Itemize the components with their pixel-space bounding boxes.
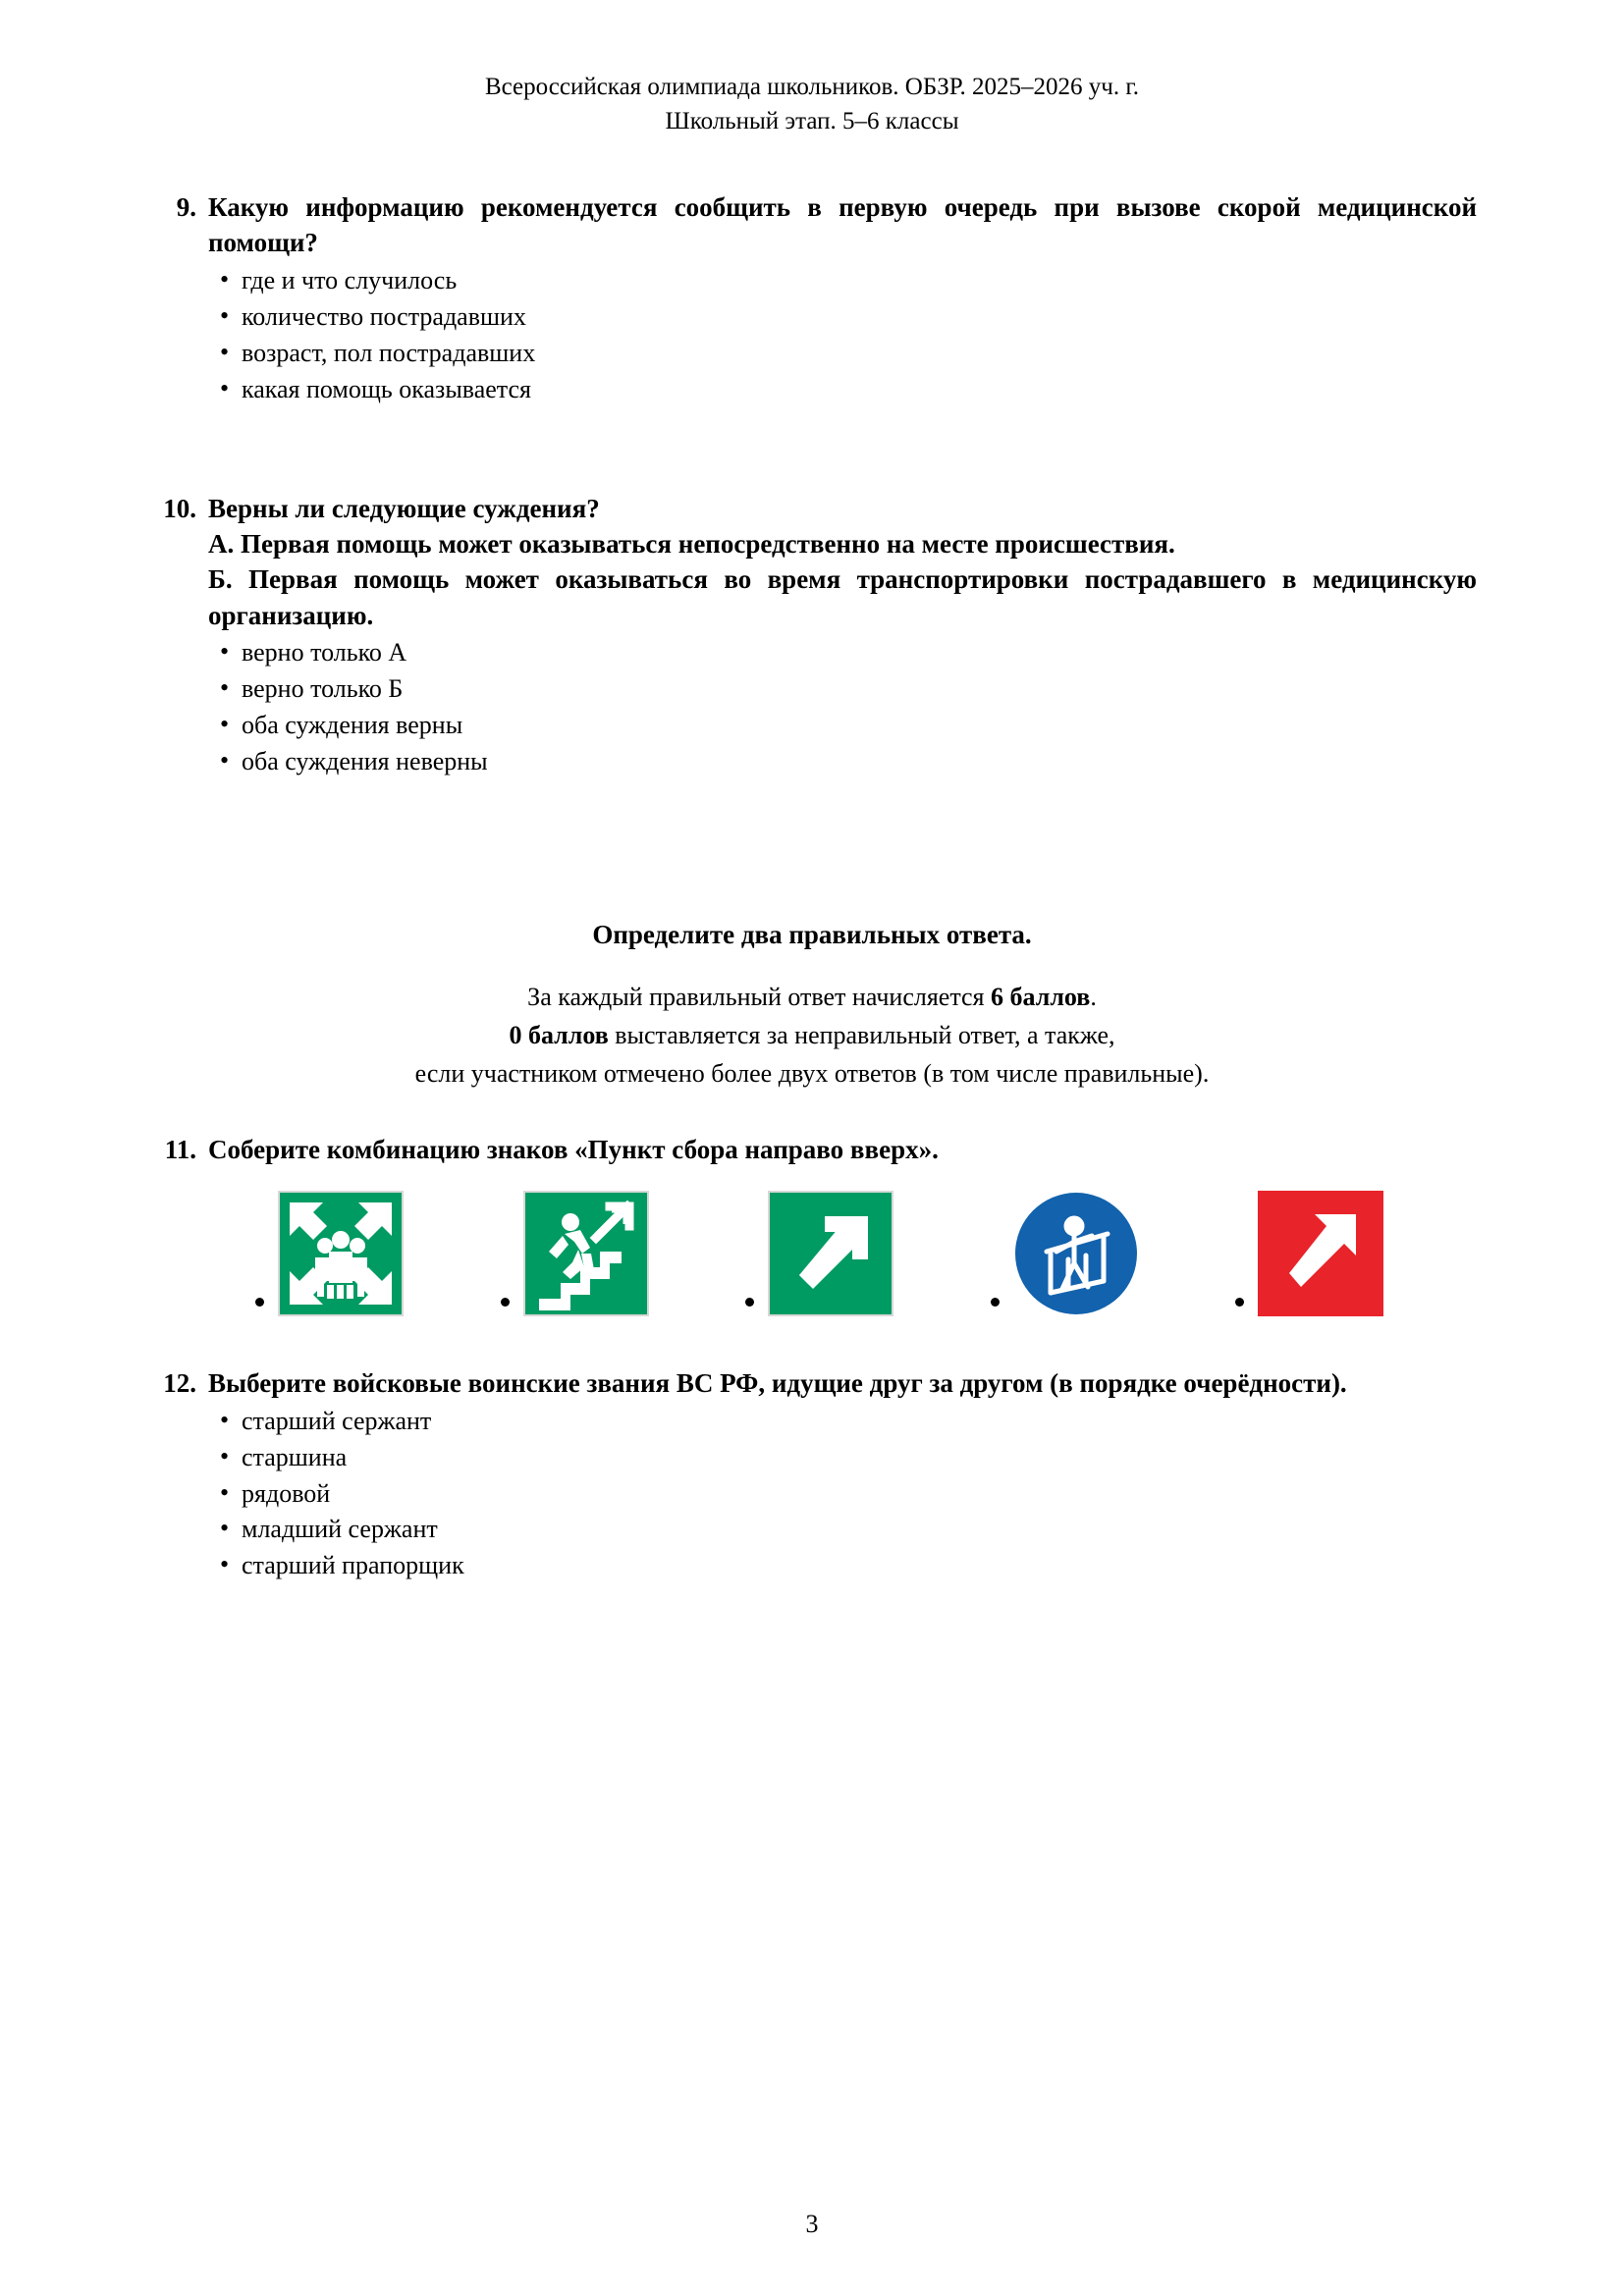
spacer (147, 863, 1477, 902)
header-line-2: Школьный этап. 5–6 классы (665, 107, 959, 134)
option-item[interactable]: • оба суждения неверны (147, 744, 1477, 780)
section-line-1-prefix: За каждый правильный ответ начисляется (527, 982, 992, 1011)
emergency-exit-stairs-sign[interactable] (523, 1191, 649, 1316)
question-11-text: Соберите комбинацию знаков «Пункт сбора направо вверх». (208, 1134, 939, 1164)
option-item[interactable]: • оба суждения верны (147, 708, 1477, 744)
option-item[interactable]: • какая помощь оказывается (147, 372, 1477, 408)
section-line-1-suffix: . (1090, 982, 1097, 1011)
question-12-text: Выберите войсковые воинские звания ВС РФ, идущие друг за другом (в порядке очерёдности). (208, 1368, 1347, 1399)
page-number: 3 (805, 2210, 819, 2238)
option-item[interactable]: • количество пострадавших (147, 299, 1477, 336)
use-handrail-sign[interactable] (1013, 1191, 1139, 1316)
question-12 (147, 1365, 1477, 1584)
question-10-statement-a: А. Первая помощь может оказываться непосредственно на месте происшествия. (208, 528, 1175, 559)
option-item[interactable]: • рядовой (147, 1476, 1477, 1513)
option-bullet (991, 1298, 1000, 1307)
option-bullet (501, 1298, 510, 1307)
option-bullet (255, 1298, 264, 1307)
question-12-options (147, 1404, 1477, 1585)
option-item[interactable]: • верно только Б (147, 671, 1477, 708)
assembly-point-sign[interactable] (278, 1191, 404, 1316)
spacer (147, 1093, 1477, 1132)
sign-option-2[interactable] (501, 1191, 649, 1316)
section-line-3: если участником отмечено более двух ответов (в том числе правильные). (414, 1058, 1210, 1088)
section-line-1-bold: 6 баллов (991, 982, 1091, 1011)
option-item[interactable]: • младший сержант (147, 1512, 1477, 1548)
page-header (147, 71, 1477, 138)
question-9-number: 9. (176, 192, 196, 222)
question-11-signs (147, 1191, 1477, 1316)
option-bullet (745, 1298, 754, 1307)
section-line-2-suffix: выставляется за неправильный ответ, а также, (608, 1020, 1115, 1049)
question-11 (147, 1132, 1477, 1316)
question-10 (147, 491, 1477, 780)
question-10-number: 10. (163, 493, 196, 523)
sign-option-5[interactable] (1235, 1191, 1383, 1316)
option-item[interactable]: • старшина (147, 1440, 1477, 1476)
option-item[interactable]: • старший прапорщик (147, 1548, 1477, 1584)
option-item[interactable]: • верно только А (147, 635, 1477, 671)
question-9 (147, 189, 1477, 408)
header-line-1: Всероссийская олимпиада школьников. ОБЗР. 2025–2026 уч. г. (484, 74, 1140, 100)
section-line-2 (147, 1016, 1477, 1054)
sign-option-3[interactable] (745, 1191, 893, 1316)
question-10-text: Верны ли следующие суждения? (208, 493, 600, 523)
option-bullet (1235, 1298, 1244, 1307)
section-instructions (147, 920, 1477, 1093)
option-item[interactable]: • возраст, пол пострадавших (147, 336, 1477, 372)
question-12-number: 12. (163, 1368, 196, 1399)
sign-option-4[interactable] (991, 1191, 1139, 1316)
sign-option-1[interactable] (255, 1191, 404, 1316)
spacer (147, 1326, 1477, 1365)
red-arrow-up-right-sign[interactable] (1258, 1191, 1383, 1316)
section-line-1 (147, 978, 1477, 1016)
question-10-statement-b: Б. Первая помощь может оказываться во время транспортировки пострадавшего в медицинскую организацию. (208, 564, 1477, 630)
section-title: Определите два правильных ответа. (592, 919, 1032, 949)
spacer (147, 418, 1477, 491)
green-arrow-up-right-sign[interactable] (768, 1191, 893, 1316)
question-9-text: Какую информацию рекомендуется сообщить в первую очередь при вызове скорой медицинской помощи? (208, 192, 1477, 258)
section-line-2-bold: 0 баллов (509, 1020, 609, 1049)
question-9-options (147, 263, 1477, 408)
option-item[interactable]: • старший сержант (147, 1404, 1477, 1440)
spacer (147, 790, 1477, 863)
question-11-number: 11. (164, 1134, 196, 1164)
option-item[interactable]: • где и что случилось (147, 263, 1477, 299)
question-10-options (147, 635, 1477, 780)
